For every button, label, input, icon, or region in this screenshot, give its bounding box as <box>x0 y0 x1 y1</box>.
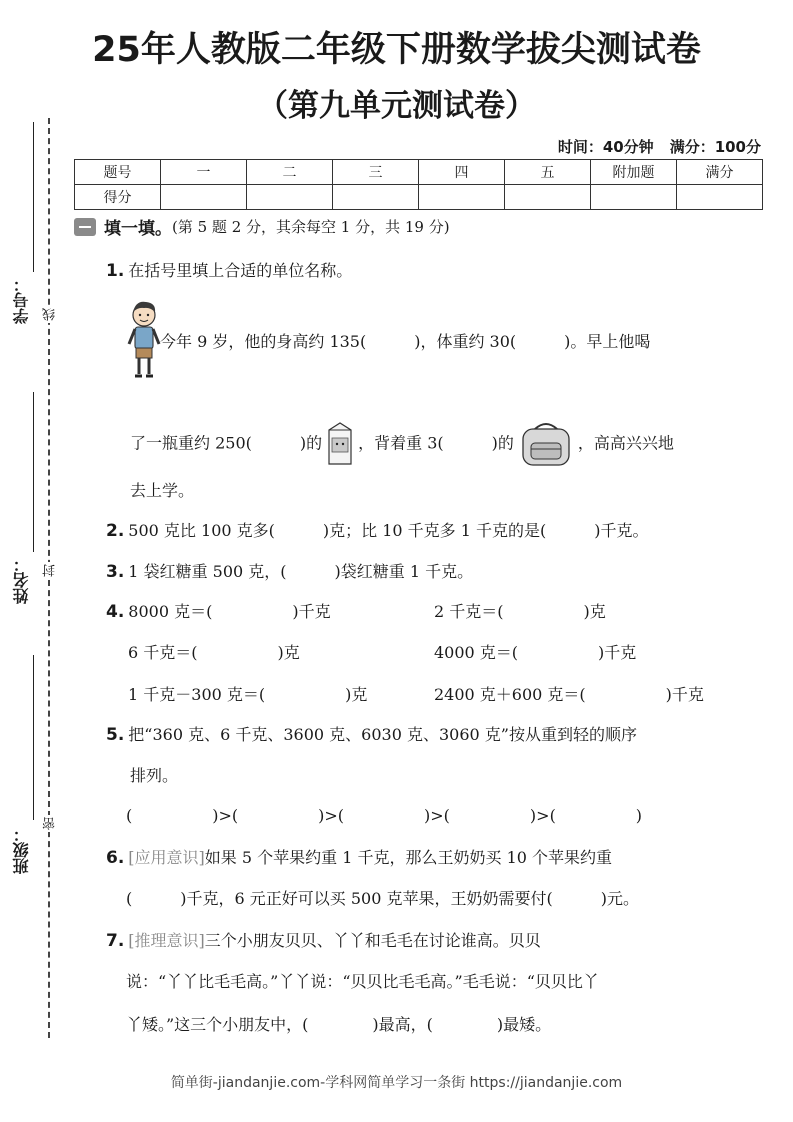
question-2 <box>106 518 649 541</box>
score-table-score-row <box>75 185 763 210</box>
question-number: 4. <box>106 602 125 622</box>
section-1-note: (第 5 题 2 分，其余每空 1 分，共 19 分) <box>172 218 450 236</box>
score-input-cell[interactable] <box>505 185 591 210</box>
boy-illustration-icon <box>124 298 164 380</box>
score-table-cell: 满分 <box>677 160 763 185</box>
question-1-line-2 <box>130 419 674 469</box>
question-tag: [应用意识] <box>128 848 205 867</box>
question-1-line-1: 今年 9 岁，他的身高约 135( )，体重约 30( )。早上他喝 <box>160 332 651 351</box>
score-table-cell: 附加题 <box>591 160 677 185</box>
score-table-cell: 四 <box>419 160 505 185</box>
score-table <box>74 159 763 210</box>
question-number: 1. <box>106 261 125 281</box>
score-table-header-row <box>75 160 763 185</box>
score-table-cell: 二 <box>247 160 333 185</box>
question-text: 三个小朋友贝贝、丫丫和毛毛在讨论谁高。贝贝 <box>204 931 541 950</box>
student-id-label: 学号： <box>12 276 31 324</box>
score-input-cell[interactable] <box>591 185 677 210</box>
section-1-title: 填一填。 <box>104 219 172 239</box>
question-5 <box>106 722 637 745</box>
name-blank[interactable] <box>33 392 34 552</box>
section-1-header <box>74 214 450 239</box>
question-1-line-3: 去上学。 <box>130 481 195 500</box>
question-7 <box>106 928 541 951</box>
score-input-cell[interactable] <box>419 185 505 210</box>
question-4-d: 4000 克＝( )千克 <box>434 643 637 662</box>
score-row-label: 得分 <box>75 185 161 210</box>
section-badge-icon <box>74 218 96 236</box>
page-footer: 简单街-jiandanjie.com-学科网简单学习一条街 https://jiandanjie.com <box>170 1075 623 1091</box>
question-text: 500 克比 100 克多( )克；比 10 千克多 1 千克的是( )千克。 <box>128 521 649 540</box>
question-3 <box>106 559 473 582</box>
question-5-order: ( )>( )>( )>( )>( ) <box>126 806 643 825</box>
question-4-row-1 <box>106 599 331 622</box>
question-tag: [推理意识] <box>128 931 205 950</box>
question-number: 3. <box>106 562 125 582</box>
question-1-line-2c: ，高高兴兴地 <box>577 433 674 453</box>
score-table-cell: 三 <box>333 160 419 185</box>
milk-box-icon <box>323 420 357 468</box>
question-text: 如果 5 个苹果约重 1 千克，那么王奶奶买 10 个苹果约重 <box>204 848 613 867</box>
question-7-line-3: 丫矮。”这三个小朋友中，( )最高，( )最矮。 <box>126 1015 552 1034</box>
question-number: 6. <box>106 848 125 868</box>
page-subtitle: （第九单元测试卷） <box>257 88 536 124</box>
question-number: 7. <box>106 931 125 951</box>
full-score-label: 满分：100分 <box>669 138 761 156</box>
question-1-line-2b: ，背着重 3( )的 <box>358 433 514 453</box>
score-table-cell: 题号 <box>75 160 161 185</box>
question-4-b: 2 千克＝( )克 <box>434 602 606 621</box>
name-label: 姓名： <box>12 556 31 604</box>
score-input-cell[interactable] <box>677 185 763 210</box>
question-4-a: 8000 克＝( )千克 <box>128 602 331 621</box>
time-label: 时间：40分钟 <box>557 138 654 156</box>
question-1 <box>106 258 352 281</box>
question-text: 在括号里填上合适的单位名称。 <box>128 261 353 280</box>
backpack-icon <box>515 419 577 469</box>
time-score-info <box>542 136 761 157</box>
question-4-c: 6 千克＝( )克 <box>128 643 300 662</box>
question-1-line-2a: 了一瓶重约 250( )的 <box>130 433 323 453</box>
question-4-f: 2400 克＋600 克＝( )千克 <box>434 685 704 704</box>
question-6 <box>106 845 612 868</box>
question-number: 2. <box>106 521 125 541</box>
score-table-cell: 五 <box>505 160 591 185</box>
question-5-line-2: 排列。 <box>130 766 179 785</box>
page-title: 25年人教版二年级下册数学拔尖测试卷 <box>92 30 701 70</box>
binding-char-seal: 封 <box>43 564 58 577</box>
score-input-cell[interactable] <box>161 185 247 210</box>
question-6-line-2: ( )千克，6 元正好可以买 500 克苹果，王奶奶需要付( )元。 <box>126 889 639 908</box>
question-4-e: 1 千克－300 克＝( )克 <box>128 685 368 704</box>
score-input-cell[interactable] <box>333 185 419 210</box>
question-7-line-2: 说：“丫丫比毛毛高。”丫丫说：“贝贝比毛毛高。”毛毛说：“贝贝比丫 <box>126 972 599 991</box>
binding-char-line: 线 <box>43 308 58 321</box>
question-text: 把“360 克、6 千克、3600 克、6030 克、3060 克”按从重到轻的顺序 <box>128 725 637 744</box>
score-table-cell: 一 <box>161 160 247 185</box>
student-id-blank[interactable] <box>33 122 34 272</box>
question-text: 1 袋红糖重 500 克，( )袋红糖重 1 千克。 <box>128 562 474 581</box>
class-label: 班级： <box>12 826 31 874</box>
binding-char-secret: 密 <box>43 817 58 830</box>
score-input-cell[interactable] <box>247 185 333 210</box>
class-blank[interactable] <box>33 655 34 820</box>
question-number: 5. <box>106 725 125 745</box>
